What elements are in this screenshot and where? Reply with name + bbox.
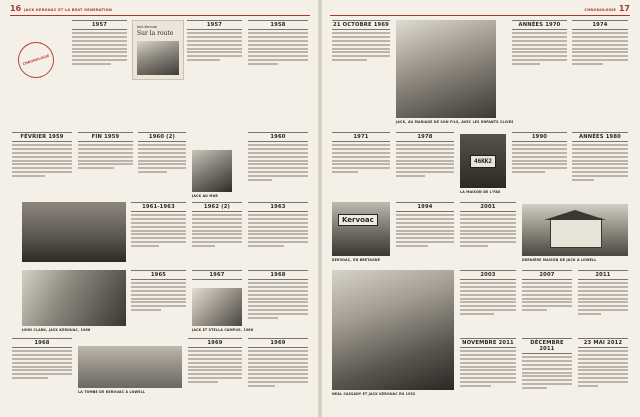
entry-year: 1960 bbox=[248, 132, 308, 142]
entry-text bbox=[248, 214, 308, 247]
entry-year: 23 MAI 2012 bbox=[578, 338, 628, 348]
entry-1957-b bbox=[187, 20, 242, 63]
gutter bbox=[318, 0, 322, 417]
right-header-rule bbox=[330, 15, 630, 16]
entry-year: 1965 bbox=[131, 270, 186, 280]
entry-text bbox=[396, 144, 454, 177]
entry-annees-1980 bbox=[572, 132, 628, 183]
entry-text bbox=[460, 214, 516, 247]
cemetery-caption: LA TOMBE DE KEROUAC À LOWELL bbox=[78, 390, 146, 394]
entry-text bbox=[187, 32, 242, 61]
entry-1990 bbox=[512, 132, 567, 175]
entry-text bbox=[72, 32, 127, 65]
entry-2007 bbox=[522, 270, 572, 313]
entry-feb-1959 bbox=[12, 132, 72, 179]
entry-year: DÉCEMBRE 2011 bbox=[522, 338, 572, 354]
entry-1967 bbox=[192, 270, 242, 280]
entry-year: 1968 bbox=[12, 338, 72, 348]
entry-text bbox=[248, 144, 308, 181]
entry-text bbox=[12, 350, 72, 379]
entry-fin-1959 bbox=[78, 132, 133, 171]
left-running-head: JACK KEROUAC ET LA BEAT GENERATION bbox=[24, 8, 113, 12]
entry-year: 1971 bbox=[332, 132, 390, 142]
book-cover-photo bbox=[137, 41, 179, 75]
entry-year: 1963 bbox=[248, 202, 308, 212]
entry-2001 bbox=[460, 202, 516, 249]
entry-1958 bbox=[248, 20, 308, 67]
entry-text bbox=[578, 282, 628, 315]
entry-year: 1957 bbox=[187, 20, 242, 30]
plate-caption: LA MAISON DE LʼFAE bbox=[460, 190, 501, 194]
entry-year: 1961-1963 bbox=[131, 202, 186, 212]
group-photo-caption: JOHN CLARK, JACK KEROUAC, 1966 bbox=[22, 328, 91, 332]
entry-dec-2011 bbox=[522, 338, 572, 391]
family-caption: JACK, AU MARIAGE DE SON FILS, AVEC LES ENFANTS CLIVES bbox=[396, 120, 514, 124]
entry-text bbox=[12, 144, 72, 177]
left-header-rule bbox=[10, 15, 310, 16]
jack-stella-photo bbox=[192, 288, 242, 326]
book-author: Jack Kerouac bbox=[137, 25, 158, 29]
jack-stella-caption: JACK ET STELLA CAMPUS, 1966 bbox=[192, 328, 254, 332]
entry-year: FÉVRIER 1959 bbox=[12, 132, 72, 142]
entry-text bbox=[248, 282, 308, 319]
entry-year: 1969 bbox=[188, 338, 242, 348]
entry-year: 1958 bbox=[248, 20, 308, 30]
stamp-text: CHRONOLOGIE bbox=[22, 53, 50, 67]
entry-1961-1963 bbox=[131, 202, 186, 249]
entry-year: 1974 bbox=[572, 20, 628, 30]
entry-text bbox=[78, 144, 133, 169]
entry-year: FIN 1959 bbox=[78, 132, 133, 142]
right-page-number-text: 17 bbox=[618, 4, 630, 13]
entry-text bbox=[332, 32, 390, 61]
entry-year: 1969 bbox=[248, 338, 308, 348]
entry-1965 bbox=[131, 270, 186, 313]
entry-1962-2 bbox=[192, 202, 242, 249]
entry-year: 2001 bbox=[460, 202, 516, 212]
entry-text bbox=[512, 144, 567, 173]
entry-text bbox=[332, 144, 390, 173]
right-page-number bbox=[581, 4, 630, 13]
entry-2003 bbox=[460, 270, 516, 317]
entry-year: ANNÉES 1980 bbox=[572, 132, 628, 142]
right-running-head: CHRONOLOGIE bbox=[584, 8, 617, 12]
jack-photo bbox=[192, 150, 232, 192]
entry-text bbox=[131, 214, 186, 247]
chronologie-stamp bbox=[13, 37, 58, 82]
entry-text bbox=[522, 356, 572, 389]
entry-text bbox=[578, 350, 628, 387]
kervoac-photo bbox=[332, 202, 390, 256]
entry-year: 1967 bbox=[192, 270, 242, 280]
entry-year: NOVEMBRE 2011 bbox=[460, 338, 516, 348]
house-shape bbox=[550, 218, 602, 248]
neal-jack-caption: NEAL CASSADY ET JACK KEROUAC EN 1952 bbox=[332, 392, 416, 396]
entry-year: 2003 bbox=[460, 270, 516, 280]
entry-text bbox=[188, 350, 242, 383]
book-cover bbox=[132, 20, 184, 80]
entry-1971 bbox=[332, 132, 390, 175]
lowell-house-caption: DERNIÈRE MAISON DE JACK À LOWELL bbox=[522, 258, 597, 262]
entry-1960 bbox=[248, 132, 308, 183]
entry-1978 bbox=[396, 132, 454, 179]
entry-text bbox=[192, 214, 242, 247]
entry-year: 1990 bbox=[512, 132, 567, 142]
entry-year: ANNÉES 1970 bbox=[512, 20, 567, 30]
license-plate: 46KK2 bbox=[470, 155, 496, 168]
entry-text bbox=[138, 144, 186, 173]
group-photo bbox=[22, 270, 126, 326]
entry-text bbox=[396, 214, 454, 247]
cemetery-photo bbox=[78, 346, 182, 388]
house-roof bbox=[544, 210, 606, 220]
entry-text bbox=[248, 350, 308, 387]
entry-1968-a bbox=[248, 270, 308, 321]
left-page-number bbox=[10, 4, 112, 13]
entry-1963 bbox=[248, 202, 308, 249]
neal-jack-photo bbox=[332, 270, 454, 390]
entry-annees-1970 bbox=[512, 20, 567, 67]
entry-1960-2 bbox=[138, 132, 186, 175]
kervoac-caption: KERVOAC, EN BRETAGNE bbox=[332, 258, 381, 262]
entry-1969-b bbox=[248, 338, 308, 389]
entry-year: 1978 bbox=[396, 132, 454, 142]
group-photo-top bbox=[22, 202, 126, 262]
entry-2011 bbox=[578, 270, 628, 317]
entry-year: 21 OCTOBRE 1969 bbox=[333, 22, 389, 28]
entry-1957-a bbox=[72, 20, 127, 67]
entry-year: 1962 (2) bbox=[192, 202, 242, 212]
license-plate-photo bbox=[460, 134, 506, 188]
book-title: Sur la route bbox=[137, 30, 174, 37]
entry-text bbox=[460, 282, 516, 315]
entry-text bbox=[572, 32, 628, 65]
entry-1994-a bbox=[396, 202, 454, 249]
entry-year: 1957 bbox=[72, 20, 127, 30]
entry-text bbox=[522, 282, 572, 311]
entry-text bbox=[248, 32, 308, 65]
entry-nov-2011 bbox=[460, 338, 516, 389]
entry-year: 1994 bbox=[396, 202, 454, 212]
entry-23-may-2012 bbox=[578, 338, 628, 389]
entry-year: 2011 bbox=[578, 270, 628, 280]
entry-text bbox=[512, 32, 567, 65]
kervoac-sign: Kervoac bbox=[338, 214, 378, 226]
entry-text bbox=[460, 350, 516, 387]
family-photo bbox=[396, 20, 496, 118]
entry-text bbox=[572, 144, 628, 181]
entry-year: 1968 bbox=[248, 270, 308, 280]
entry-year: 1960 (2) bbox=[138, 132, 186, 142]
lowell-house-photo bbox=[522, 204, 628, 256]
jack-photo-caption: JACK AU MUR bbox=[192, 194, 219, 198]
entry-year: 2007 bbox=[522, 270, 572, 280]
entry-1968-b bbox=[12, 338, 72, 381]
entry-text bbox=[131, 282, 186, 311]
entry-1969-a bbox=[188, 338, 242, 385]
left-page-number-text: 16 bbox=[10, 4, 22, 13]
entry-1974 bbox=[572, 20, 628, 67]
entry-21-oct-1969 bbox=[332, 20, 390, 63]
